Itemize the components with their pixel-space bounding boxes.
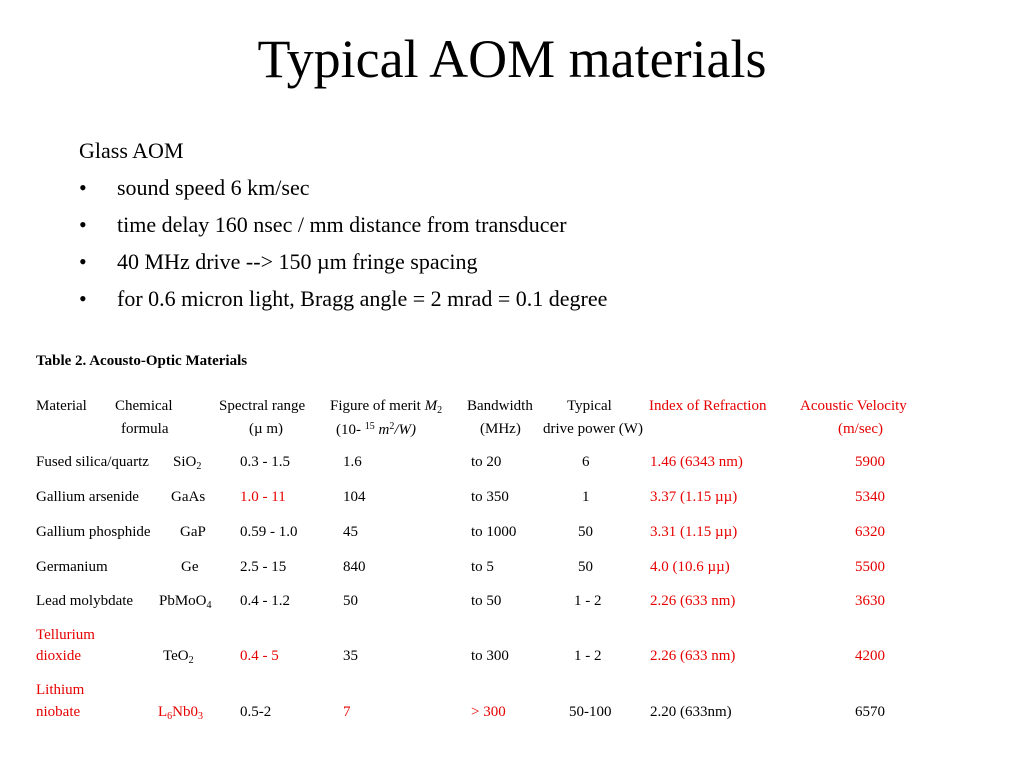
cell-figure: 1.6 [343,454,362,470]
cell-index: 3.31 (1.15 µµ) [650,524,738,540]
cell-formula: GaAs [171,489,206,505]
cell-bandwidth: to 50 [471,593,502,609]
bullet-dot: • [79,249,87,274]
cell-figure: 7 [343,704,351,720]
cell-power: 6 [582,454,590,470]
cell-spectral: 1.0 - 11 [240,489,286,505]
cell-bandwidth: to 350 [471,489,509,505]
cell-spectral: 0.59 - 1.0 [240,524,298,540]
header-velocity-unit: (m/sec) [838,421,883,437]
cell-figure: 104 [343,489,366,505]
cell-index: 2.26 (633 nm) [650,648,736,664]
cell-material: Germanium [36,559,108,575]
cell-velocity: 5500 [855,559,885,575]
cell-velocity: 5340 [855,489,885,505]
cell-figure: 35 [343,648,358,664]
cell-bandwidth: to 1000 [471,524,517,540]
cell-figure: 840 [343,559,366,575]
cell-index: 1.46 (6343 nm) [650,454,743,470]
cell-power: 1 - 2 [574,593,602,609]
cell-index: 2.20 (633nm) [650,704,732,720]
cell-velocity: 3630 [855,593,885,609]
header-spectral: Spectral range [219,398,306,414]
cell-power: 1 [582,489,590,505]
cell-material: Fused silica/quartz [36,454,149,470]
cell-bandwidth: > 300 [471,704,506,720]
cell-spectral: 0.4 - 5 [240,648,279,664]
cell-figure: 45 [343,524,358,540]
cell-formula: TeO$_2$ [163,648,194,666]
header-figure-unit: (10- $^{15}$ $m^2/W$) [336,421,417,438]
cell-index: 3.37 (1.15 µµ) [650,489,738,505]
bullet-dot: • [79,175,87,200]
header-material: Material [36,398,87,414]
bullet-text: 40 MHz drive --> 150 µm fringe spacing [117,249,478,274]
intro-heading: Glass AOM [79,138,184,163]
cell-spectral: 0.5-2 [240,704,272,720]
cell-material-line2: niobate [36,704,81,720]
cell-bandwidth: to 20 [471,454,502,470]
header-figure: Figure of merit $M_2$ [330,398,443,416]
cell-material: Lead molybdate [36,593,134,609]
header-chemical: Chemical [115,398,173,414]
cell-velocity: 6320 [855,524,885,540]
bullet-text: sound speed 6 km/sec [117,175,310,200]
cell-index: 2.26 (633 nm) [650,593,736,609]
cell-material: Gallium arsenide [36,489,139,505]
bullet-text: for 0.6 micron light, Bragg angle = 2 mrad = 0.1 degree [117,286,608,311]
header-velocity: Acoustic Velocity [800,398,907,414]
cell-bandwidth: to 5 [471,559,494,575]
cell-material-line1: Tellurium [36,627,95,643]
cell-spectral: 0.4 - 1.2 [240,593,290,609]
header-power: Typical [567,398,612,414]
header-spectral-unit: (µ m) [249,421,284,437]
cell-index: 4.0 (10.6 µµ) [650,559,730,575]
cell-figure: 50 [343,593,358,609]
cell-power: 50-100 [569,704,612,720]
cell-formula: PbMoO$_4$ [159,593,212,611]
cell-formula: Ge [181,559,199,575]
cell-velocity: 5900 [855,454,885,470]
bullet-dot: • [79,212,87,237]
cell-velocity: 6570 [855,704,885,720]
cell-power: 50 [578,524,593,540]
cell-bandwidth: to 300 [471,648,509,664]
cell-formula: $L_6Nb0_3$ [158,704,204,722]
cell-formula: GaP [180,524,206,540]
bullet-dot: • [79,286,87,311]
header-bandwidth: Bandwidth [467,398,533,414]
cell-power: 50 [578,559,593,575]
header-bandwidth-unit: (MHz) [480,421,521,437]
cell-power: 1 - 2 [574,648,602,664]
header-power-unit: drive power (W) [543,421,643,437]
cell-material-line2: dioxide [36,648,81,664]
header-formula: formula [121,421,169,437]
cell-spectral: 0.3 - 1.5 [240,454,290,470]
cell-velocity: 4200 [855,648,885,664]
cell-material-line1: Lithium [36,682,85,698]
slide-title: Typical AOM materials [257,29,767,89]
header-index: Index of Refraction [649,398,767,414]
cell-material: Gallium phosphide [36,524,151,540]
cell-spectral: 2.5 - 15 [240,559,287,575]
bullet-text: time delay 160 nsec / mm distance from transducer [117,212,567,237]
table-caption: Table 2. Acousto-Optic Materials [36,353,248,369]
cell-formula: SiO$_2$ [173,454,202,472]
